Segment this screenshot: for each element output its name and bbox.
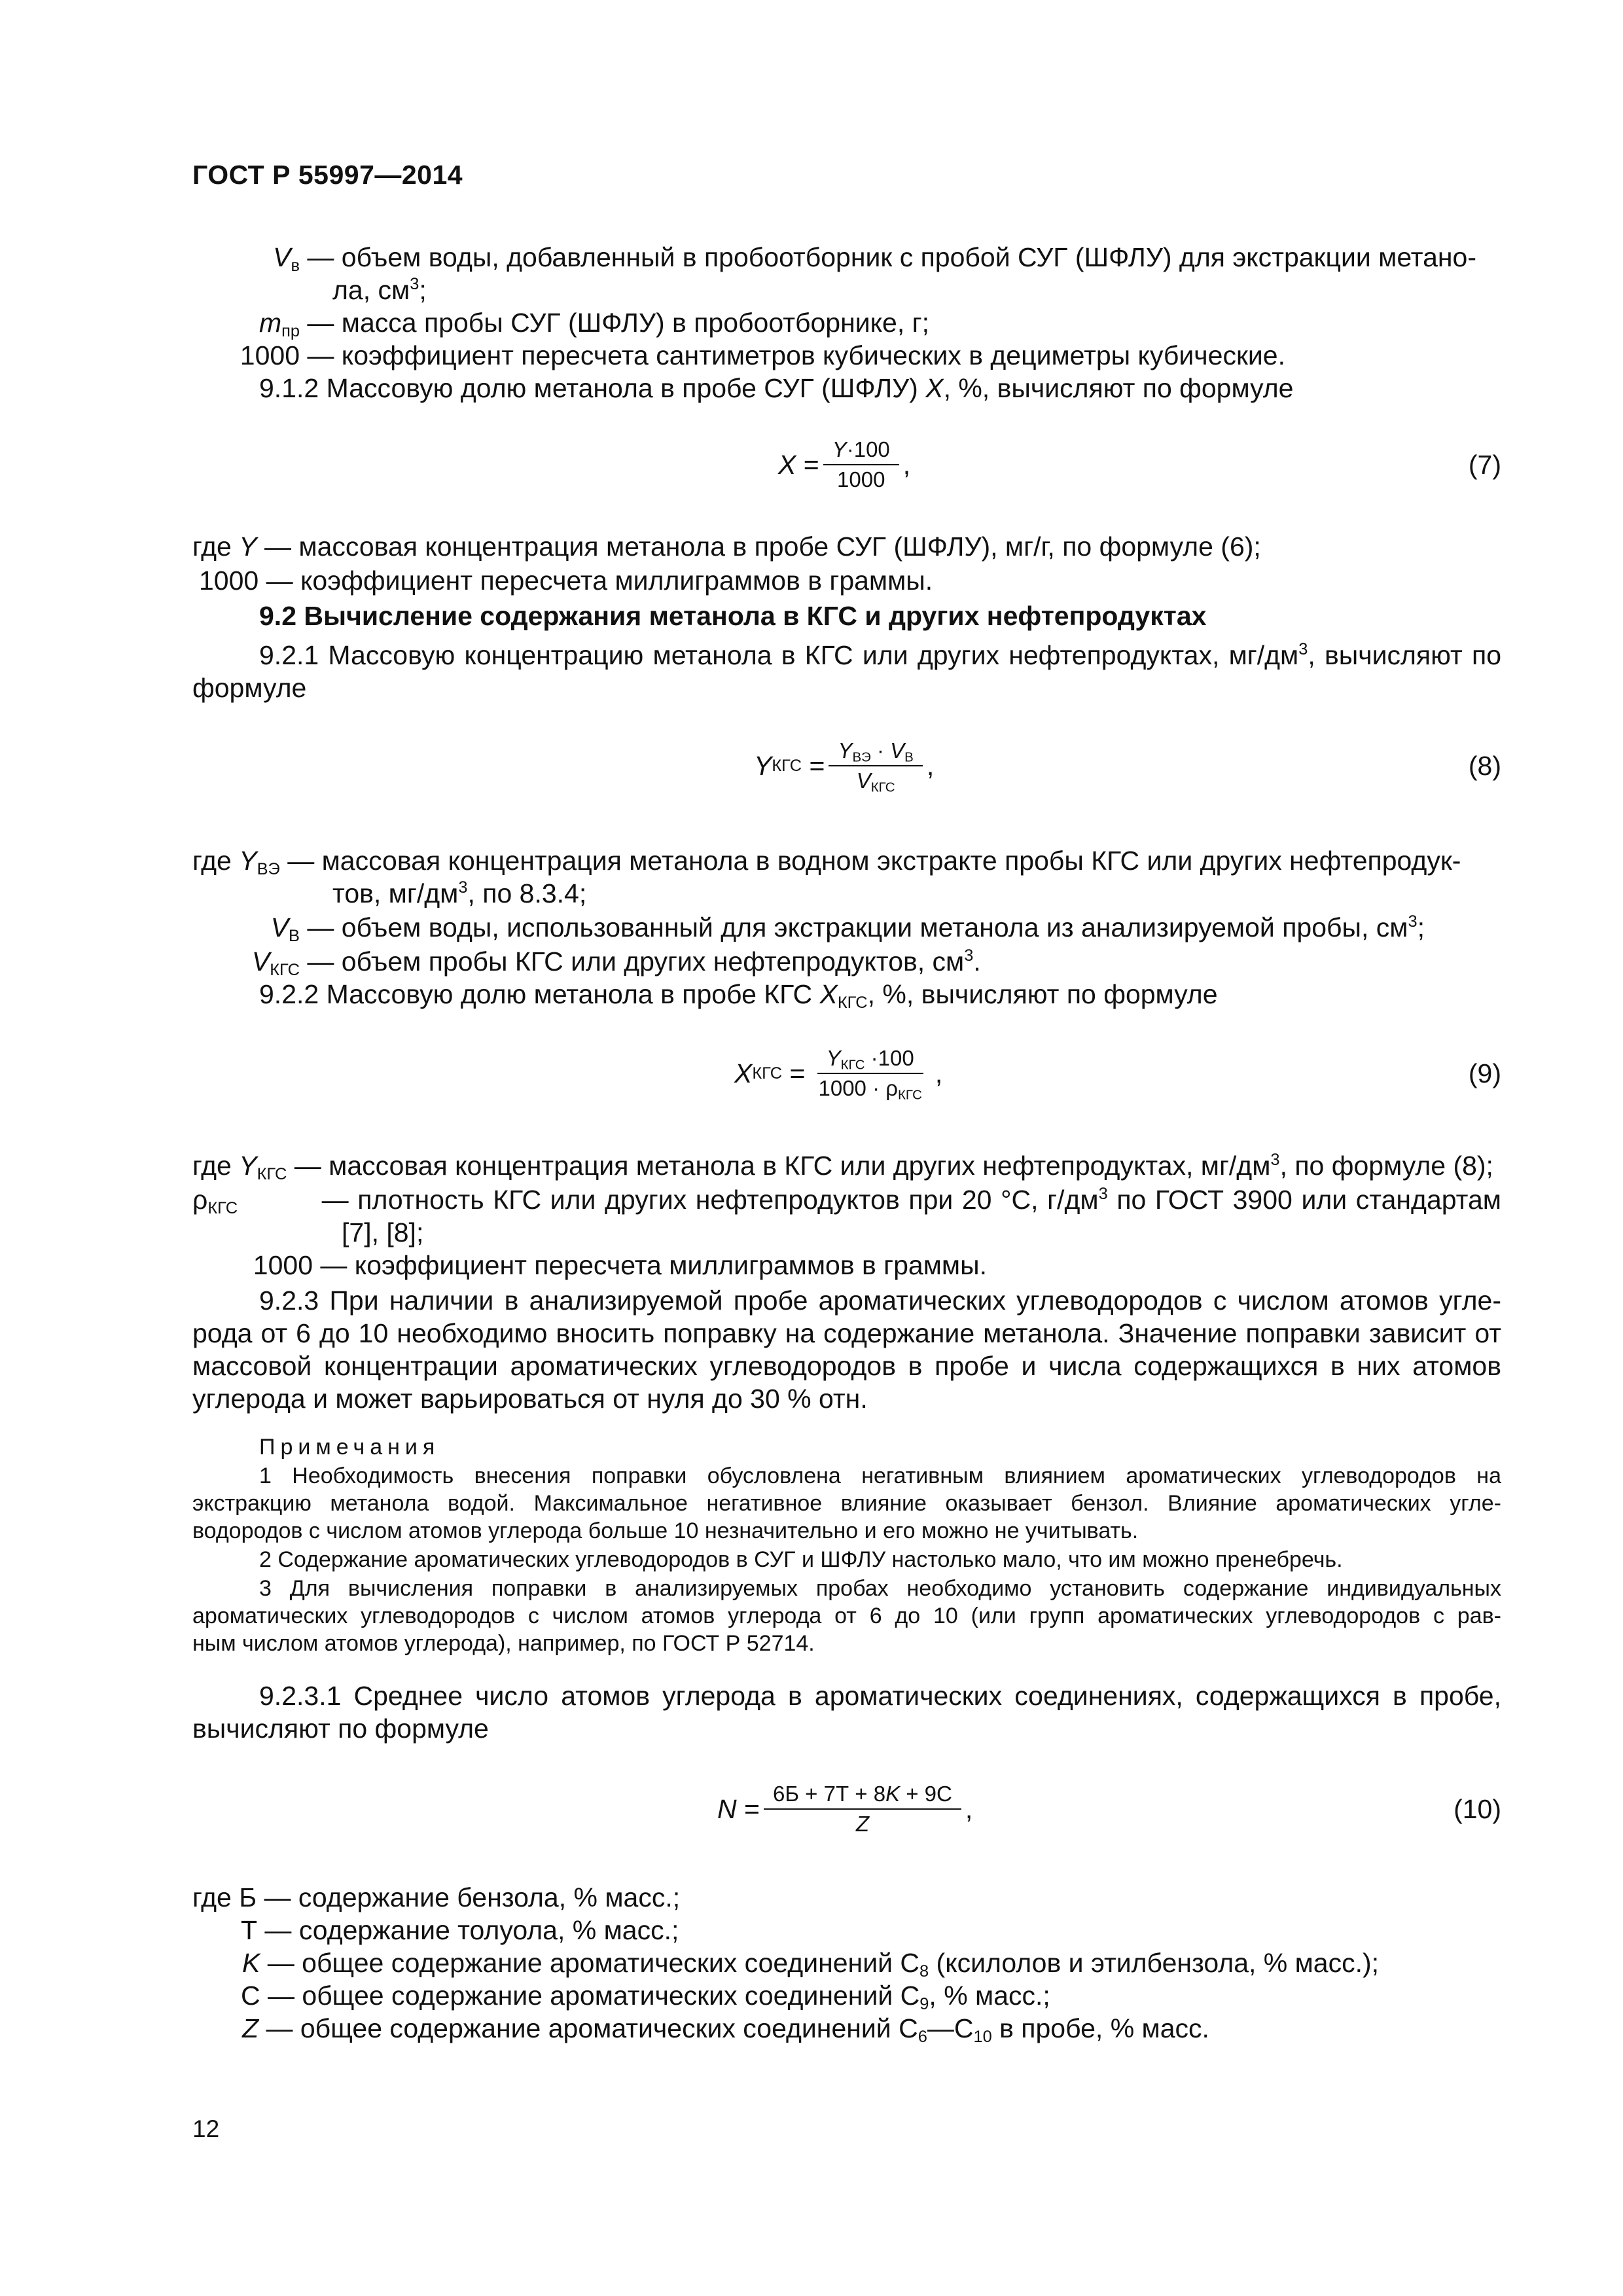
formula-9-fraction: $\frac{Y_{КГС} \cdot 100}{1000 \cdot \rho_{КГС}}$: [809, 1044, 931, 1103]
formula-9: X КГС = $\frac{Y_{КГС} \cdot 100}{1000 \cdot \rho_{КГС}}$ , (9): [192, 1028, 1501, 1119]
def-toluene: Т — содержание толуола, % масс.;: [241, 1915, 679, 1945]
formula-7-number: (7): [1468, 449, 1501, 480]
formula-8: Y КГС = $\frac{Y_{ВЭ} \cdot V_В}{V_{КГС}}$ , (8): [192, 720, 1501, 812]
para-9-2-1-cont: формуле: [192, 673, 307, 703]
note-3-line2: ароматических углеводородов с числом атомов углерода от 6 до 10 (или групп ароматических углеводородов с рав-: [192, 1604, 1501, 1628]
note-1-line1: 1 Необходимость внесения поправки обусловлена негативным влиянием ароматических углеводородов на: [259, 1463, 1501, 1488]
def-vv2: $V_В$ — объем воды, использованный для экстракции метанола из анализируемой пробы, $см^3$;: [270, 912, 1425, 946]
notes-title: Примечания: [259, 1435, 440, 1460]
def-benzene: где Б — содержание бензола, % масс.;: [192, 1882, 681, 1912]
formula-8-fraction: $\frac{Y_{ВЭ} \cdot V_В}{V_{КГС}}$: [829, 736, 922, 795]
def-1000-mg: 1000 — коэффициент пересчета миллиграммов в граммы.: [199, 565, 933, 596]
def-rho: $\rho_{КГС}$ — плотность КГС или других нефтепродуктов при 20 °С, $г/дм^3$ по ГОСТ 3900 или стандартам: [192, 1184, 1501, 1218]
def-z: Z — общее содержание ароматических соединений $С_6—С_{10}$ в пробе, % масс.: [242, 2013, 1209, 2047]
def-c: С — общее содержание ароматических соединений $С_9$, % масс.;: [241, 1981, 1050, 2014]
para-9-2-3-1: 9.2.3.1 Среднее число атомов углерода в ароматических соединениях, содержащихся в пробе,: [259, 1681, 1501, 1711]
document-header: ГОСТ Р 55997—2014: [192, 160, 463, 190]
def-y: где Y — массовая концентрация метанола в пробе СУГ (ШФЛУ), мг/г, по формуле (6);: [192, 531, 1261, 562]
formula-7: X = $\frac{Y\cdot 100}{1000}$ , (7): [192, 419, 1501, 511]
section-9-2-title: 9.2 Вычисление содержания метанола в КГС и других нефтепродуктах: [259, 601, 1207, 631]
note-3-line1: 3 Для вычисления поправки в анализируемых пробах необходимо установить содержание индивидуальных: [259, 1576, 1501, 1601]
para-9-1-2: 9.1.2 Массовую долю метанола в пробе СУГ (ШФЛУ) X, %, вычисляют по формуле: [259, 373, 1294, 403]
para-9-2-2: 9.2.2 Массовую долю метанола в пробе КГС $X_{КГС}$, %, вычисляют по формуле: [259, 979, 1218, 1013]
formula-7-fraction: $\frac{Y\cdot 100}{1000}$: [823, 435, 899, 494]
def-mpr: $m_{пр}$ — масса пробы СУГ (ШФЛУ) в пробоотборнике, г;: [259, 308, 929, 341]
def-vkgs: $V_{КГС}$ — объем пробы КГС или других нефтепродуктов, $см^3$.: [251, 946, 981, 980]
def-ykgs: где $Y_{КГС}$ — массовая концентрация метанола в КГС или других нефтепродуктах, $мг/дм^3$, по формуле (8);: [192, 1150, 1493, 1184]
note-1-line2: экстракцию метанола водой. Максимальное негативное влияние оказывает бензол. Влияние ароматических угле-: [192, 1491, 1501, 1516]
para-9-2-1: 9.2.1 Массовую концентрацию метанола в КГС или других нефтепродуктах, $мг/дм^3$, вычисляют по: [259, 639, 1501, 670]
def-k: K — общее содержание ароматических соединений $С_8$ (ксилолов и этилбензола, % масс.);: [242, 1948, 1380, 1981]
formula-9-number: (9): [1468, 1058, 1501, 1088]
def-1000-cm: 1000 — коэффициент пересчета сантиметров кубических в дециметры кубические.: [240, 340, 1285, 370]
formula-10: N = $\frac{6Б + 7Т + 8K + 9С}{Z}$ , (10): [192, 1763, 1501, 1855]
def-1000-mg-2: 1000 — коэффициент пересчета миллиграммов в граммы.: [253, 1250, 987, 1280]
formula-7-lhs: X: [778, 449, 796, 480]
para-9-2-3-line4: углерода и может варьироваться от нуля до 30 % отн.: [192, 1384, 868, 1414]
def-rho-cont: [7], [8];: [342, 1217, 424, 1247]
para-9-2-3-line1: 9.2.3 При наличии в анализируемой пробе ароматических углеводородов с числом атомов угле-: [259, 1285, 1501, 1316]
para-9-2-3-line2: рода от 6 до 10 необходимо вносить поправку на содержание метанола. Значение поправки зависит от: [192, 1318, 1501, 1348]
formula-10-number: (10): [1454, 1793, 1501, 1824]
def-vv-cont: ла, $см^3$;: [332, 274, 427, 305]
para-9-2-3-line3: массовой концентрации ароматических углеводородов в пробе и числа содержащихся в них атомов: [192, 1351, 1501, 1381]
page-number: 12: [192, 2115, 220, 2142]
note-1-line3: водородов с числом атомов углерода больше 10 незначительно и его можно не учитывать.: [192, 1518, 1139, 1543]
def-yve-cont: тов, $мг/дм^3$, по 8.3.4;: [332, 878, 587, 908]
formula-10-fraction: $\frac{6Б + 7Т + 8K + 9С}{Z}$: [764, 1780, 961, 1839]
def-vv: $V_в$ — объем воды, добавленный в пробоотборник с пробой СУГ (ШФЛУ) для экстракции метано-: [273, 242, 1477, 276]
note-3-line3: ным числом атомов углерода), например, по ГОСТ Р 52714.: [192, 1631, 815, 1656]
note-2: 2 Содержание ароматических углеводородов в СУГ и ШФЛУ настолько мало, что им можно пренебречь.: [259, 1547, 1343, 1572]
formula-8-number: (8): [1468, 750, 1501, 781]
def-yve: где $Y_{ВЭ}$ — массовая концентрация метанола в водном экстракте пробы КГС или других нефтепродук-: [192, 846, 1461, 879]
para-9-2-3-1-cont: вычисляют по формуле: [192, 1713, 489, 1744]
